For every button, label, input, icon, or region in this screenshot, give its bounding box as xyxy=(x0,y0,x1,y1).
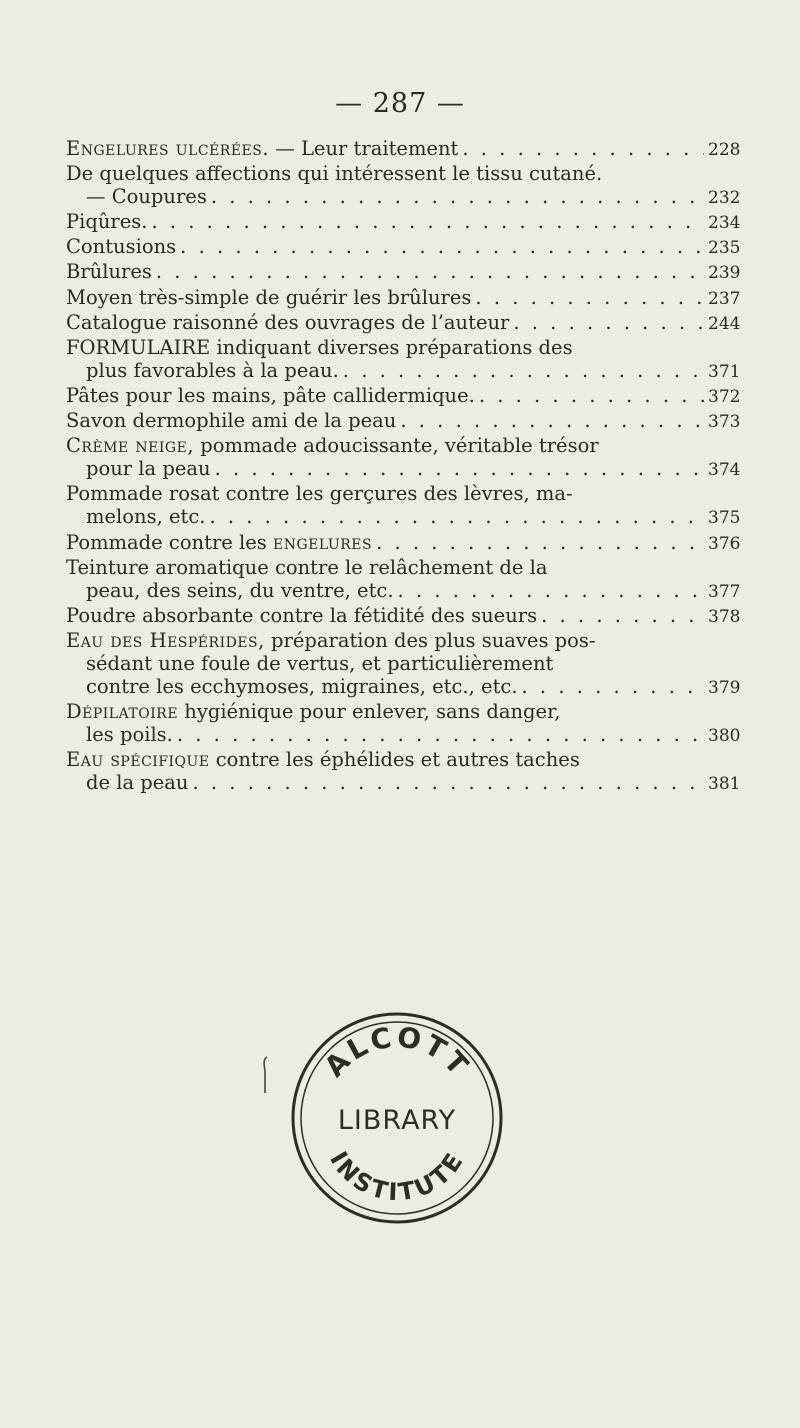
stamp-middle-text: LIBRARY xyxy=(337,1105,457,1136)
page-number: — 287 — xyxy=(335,88,465,119)
toc-entry xyxy=(66,335,741,384)
toc-page-number: 379 xyxy=(708,678,741,699)
toc-entry-text: — Leur traitement xyxy=(275,137,459,160)
toc-line xyxy=(66,652,736,675)
toc-line xyxy=(66,137,741,162)
toc-entry-text: les poils. xyxy=(86,723,173,747)
toc-entry-text: Savon dermophile ami de la peau xyxy=(66,409,397,433)
toc-entry-text: Catalogue raisonné des ouvrages de l’auteur xyxy=(66,310,510,334)
toc-entry-keyword: engelures xyxy=(273,530,373,554)
toc-entry xyxy=(66,555,741,604)
toc-line xyxy=(66,285,741,311)
toc-entry-heading: Eau spécifique xyxy=(66,748,210,772)
dot-leader xyxy=(180,235,704,258)
toc-entry xyxy=(66,260,741,285)
toc-entry xyxy=(66,748,741,796)
toc-page-number: 381 xyxy=(708,774,741,795)
toc-page-number: 244 xyxy=(708,313,741,334)
toc-page-number: 372 xyxy=(708,386,741,407)
toc-line xyxy=(66,358,741,384)
toc-entry-text: Poudre absorbante contre la fétidité des sueurs xyxy=(66,603,538,627)
toc-entry-heading: Eau des Hespérides, xyxy=(66,628,265,652)
toc-line xyxy=(66,771,741,796)
dot-leader xyxy=(209,505,704,528)
dot-leader xyxy=(513,311,704,334)
toc-entry xyxy=(66,482,741,530)
dot-leader xyxy=(541,604,704,627)
toc-entry-text: — Coupures xyxy=(86,185,207,209)
toc-entry xyxy=(66,310,741,336)
toc-entry xyxy=(66,603,741,629)
toc-line xyxy=(66,260,741,285)
toc-line xyxy=(66,748,736,771)
toc-line xyxy=(66,556,736,579)
toc-page-number: 235 xyxy=(708,238,741,259)
toc-page-number: 237 xyxy=(708,288,741,309)
toc-line xyxy=(66,162,736,185)
toc-line xyxy=(66,185,741,210)
toc-entry-text: contre les éphélides et autres taches xyxy=(215,748,580,772)
toc-entry-text: Pommade contre les xyxy=(66,530,267,554)
toc-page-number: 239 xyxy=(708,263,741,284)
toc-entry-text: peau, des seins, du ventre, etc. xyxy=(86,578,394,602)
dot-leader xyxy=(193,771,705,794)
dot-leader xyxy=(400,409,704,432)
toc-entry xyxy=(66,700,741,748)
toc-page-number: 228 xyxy=(708,140,741,160)
pen-mark xyxy=(260,1055,270,1095)
table-of-contents xyxy=(66,137,741,797)
toc-line xyxy=(66,210,741,235)
dot-leader xyxy=(215,457,704,480)
toc-page-number: 376 xyxy=(708,533,741,554)
toc-line xyxy=(66,310,741,336)
toc-line xyxy=(66,482,736,505)
toc-entry xyxy=(66,137,741,162)
toc-entry-text: de la peau xyxy=(86,771,189,795)
toc-entry-text: Contusions xyxy=(66,235,177,259)
toc-entry-text: Brûlures xyxy=(66,260,152,284)
dot-leader xyxy=(479,384,704,407)
toc-line xyxy=(66,409,741,434)
toc-page-number: 232 xyxy=(708,188,741,209)
dot-leader xyxy=(475,286,704,309)
toc-entry-text: Pommade rosat contre les gerçures des lèvres, ma- xyxy=(66,482,573,506)
toc-line xyxy=(66,336,736,359)
toc-line xyxy=(66,505,741,530)
dot-leader xyxy=(398,579,704,602)
toc-entry xyxy=(66,383,741,409)
toc-entry xyxy=(66,628,741,700)
toc-entry-text: Piqûres. xyxy=(66,210,148,234)
toc-line xyxy=(66,530,741,556)
toc-entry-text: contre les ecchymoses, migraines, etc., etc. xyxy=(86,675,518,699)
toc-page-number: 371 xyxy=(708,361,741,382)
toc-entry xyxy=(66,235,741,260)
toc-entry xyxy=(66,434,741,482)
toc-page-number: 375 xyxy=(708,508,741,529)
toc-entry-text: Pâtes pour les mains, pâte callidermique. xyxy=(66,383,475,407)
toc-page-number: 374 xyxy=(708,460,741,481)
dot-leader xyxy=(211,185,704,208)
toc-entry-text: pour la peau xyxy=(86,457,211,481)
toc-entry-text: FORMULAIRE indiquant diverses préparations des xyxy=(66,335,573,359)
toc-page-number: 373 xyxy=(708,412,741,433)
toc-line xyxy=(66,723,741,748)
library-stamp xyxy=(286,1007,508,1229)
stamp-bottom-text: INSTITUTE xyxy=(324,1146,470,1207)
toc-line xyxy=(66,578,741,604)
toc-entry-text: sédant une foule de vertus, et particulièrement xyxy=(86,651,554,675)
toc-line xyxy=(66,675,741,700)
dot-leader xyxy=(522,675,704,698)
toc-page-number: 380 xyxy=(708,726,741,747)
toc-entry xyxy=(66,409,741,434)
dot-leader xyxy=(343,359,704,382)
toc-page-number: 234 xyxy=(708,213,741,234)
toc-entry-heading: Engelures ulcérées. xyxy=(66,137,270,160)
toc-entry-text: melons, etc. xyxy=(86,505,206,529)
toc-entry-heading: Dépilatoire xyxy=(66,700,179,724)
toc-line xyxy=(66,457,741,482)
toc-page-number: 378 xyxy=(708,606,741,627)
toc-entry xyxy=(66,530,741,556)
toc-entry xyxy=(66,285,741,311)
toc-entry-text: plus favorables à la peau. xyxy=(86,358,339,382)
toc-line xyxy=(66,629,736,652)
dot-leader xyxy=(376,531,704,554)
dot-leader xyxy=(462,137,704,160)
stamp-top-text: ALCOTT xyxy=(317,1020,477,1084)
toc-line xyxy=(66,603,741,629)
toc-line xyxy=(66,383,741,409)
toc-line xyxy=(66,434,736,457)
toc-line xyxy=(66,235,741,260)
toc-page-number: 377 xyxy=(708,581,741,602)
toc-line xyxy=(66,700,736,723)
toc-entry-text: préparation des plus suaves pos- xyxy=(271,628,596,652)
toc-entry-text: Moyen très-simple de guérir les brûlures xyxy=(66,285,472,309)
toc-entry-text: Teinture aromatique contre le relâchement de la xyxy=(66,555,548,579)
toc-entry xyxy=(66,210,741,235)
toc-entry-heading: Crème neige, xyxy=(66,434,195,458)
toc-entry-text: hygiénique pour enlever, sans danger, xyxy=(184,700,561,724)
dot-leader xyxy=(151,210,704,233)
toc-entry xyxy=(66,162,741,210)
toc-entry-text: De quelques affections qui intéressent le tissu cutané. xyxy=(66,162,603,186)
dot-leader xyxy=(177,723,704,746)
dot-leader xyxy=(156,260,704,283)
toc-entry-text: pommade adoucissante, véritable trésor xyxy=(200,434,599,458)
